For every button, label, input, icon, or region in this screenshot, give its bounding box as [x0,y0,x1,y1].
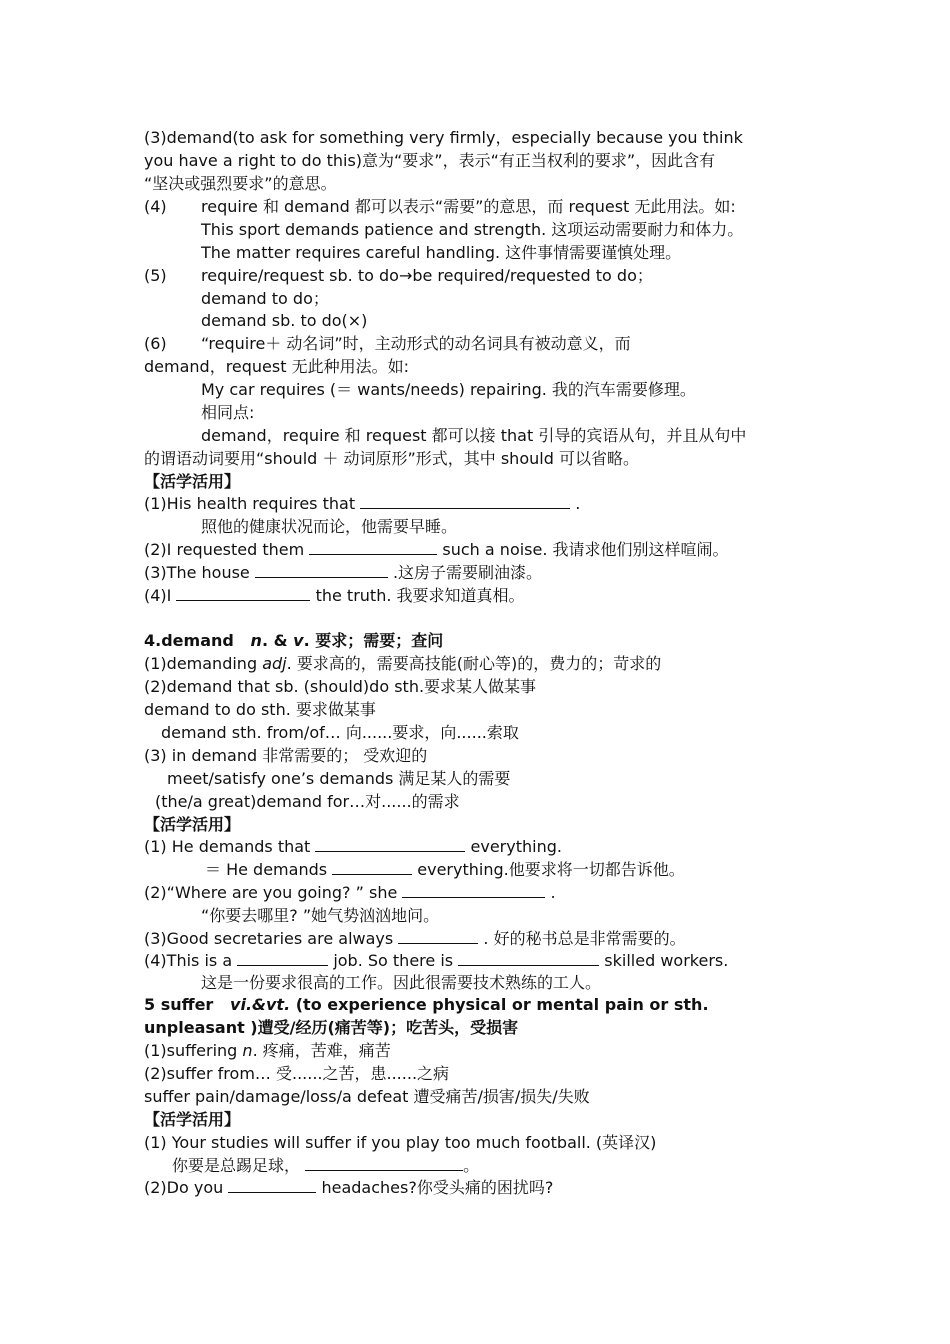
exercise-item: (2)“Where are you going? ” she . [144,883,556,902]
answer-blank[interactable] [255,563,388,578]
text-line: (1)demanding adj. 要求高的，需要高技能(耐心等)的，费力的；苛求的 [144,654,662,673]
exercise-item: ＝ He demands everything.他要求将一切都告诉他。 [205,860,685,879]
text-line: “坚决或强烈要求”的意思。 [144,174,337,193]
exercise-item: (2)I requested them such a noise. 我请求他们别这样喧闹。 [144,540,729,559]
text-line: (4) require 和 demand 都可以表示“需要”的意思，而 request 无此用法。如: [144,197,736,216]
exercise-item: (4)This is a job. So there is skilled workers. [144,951,729,970]
exercise-item: (1) Your studies will suffer if you play too much football. (英译汉) [144,1133,657,1152]
answer-blank[interactable] [458,951,599,966]
text-line: demand to do； [201,289,329,308]
answer-blank[interactable] [228,1178,316,1193]
exercise-heading: 【活学活用】 [144,1110,241,1129]
answer-blank[interactable] [315,837,465,852]
exercise-item: (1) He demands that everything. [144,837,562,856]
text-line: (2)demand that sb. (should)do sth.要求某人做某事 [144,677,537,696]
answer-blank[interactable] [176,586,310,601]
answer-blank[interactable] [237,951,328,966]
text-line: demand，require 和 request 都可以接 that 引导的宾语从句，并且从句中 [201,426,747,445]
example-sentence: The matter requires careful handling. 这件事情需要谨慎处理。 [201,243,682,262]
answer-blank[interactable] [360,494,570,509]
answer-blank[interactable] [332,860,412,875]
exercise-item: (2)Do you headaches?你受头痛的困扰吗? [144,1178,554,1197]
translation-line: 这是一份要求很高的工作。因此很需要技术熟练的工人。 [201,973,602,992]
text-line: demand，request 无此种用法。如: [144,357,409,376]
text-line: 相同点: [201,403,255,422]
section-heading: unpleasant )遭受/经历(痛苦等)；吃苦头，受损害 [144,1018,519,1037]
text-line: demand sth. from/of… 向......要求，向......索取 [161,723,519,742]
answer-blank[interactable] [309,540,437,555]
text-line: suffer pain/damage/loss/a defeat 遭受痛苦/损害/损失/失败 [144,1087,590,1106]
translation-line: 照他的健康状况而论，他需要早睡。 [201,517,458,536]
section-heading: 5 suffer vi.&vt. (to experience physical or mental pain or sth. [144,995,709,1014]
text-line: demand to do sth. 要求做某事 [144,700,376,719]
example-sentence: This sport demands patience and strength. 这项运动需要耐力和体力。 [201,220,744,239]
text-line: (3)demand(to ask for something very firmly，especially because you think [144,128,743,147]
text-line: (2)suffer from… 受......之苦，患......之病 [144,1064,450,1083]
text-line: (3) in demand 非常需要的； 受欢迎的 [144,746,428,765]
text-line: demand sb. to do(×) [201,311,368,330]
text-line: 的谓语动词要用“should ＋ 动词原形”形式，其中 should 可以省略。 [144,449,639,468]
text-line: (5) require/request sb. to do→be required/requested to do； [144,266,653,285]
example-sentence: My car requires (＝ wants/needs) repairing. 我的汽车需要修理。 [201,380,696,399]
answer-blank[interactable] [305,1156,463,1171]
section-heading: 4.demand n. & v. 要求；需要；查问 [144,631,444,650]
text-line: (1)suffering n. 疼痛，苦难，痛苦 [144,1041,391,1060]
translation-line: “你要去哪里? ”她气势汹汹地问。 [201,906,440,925]
exercise-item: (4)I the truth. 我要求知道真相。 [144,586,525,605]
text-line: (6) “require＋ 动名词”时，主动形式的动名词具有被动意义，而 [144,334,631,353]
answer-blank[interactable] [402,883,545,898]
answer-blank[interactable] [398,929,478,944]
translation-line: 你要是总踢足球， 。 [172,1156,480,1175]
exercise-heading: 【活学活用】 [144,815,241,834]
exercise-heading: 【活学活用】 [144,472,241,491]
exercise-item: (1)His health requires that . [144,494,581,513]
text-line: you have a right to do this)意为“要求”，表示“有正当权利的要求”，因此含有 [144,151,716,170]
exercise-item: (3)Good secretaries are always . 好的秘书总是非常需要的。 [144,929,686,948]
text-line: (the/a great)demand for…对......的需求 [155,792,460,811]
text-line: meet/satisfy one’s demands 满足某人的需要 [167,769,511,788]
exercise-item: (3)The house .这房子需要刷油漆。 [144,563,543,582]
